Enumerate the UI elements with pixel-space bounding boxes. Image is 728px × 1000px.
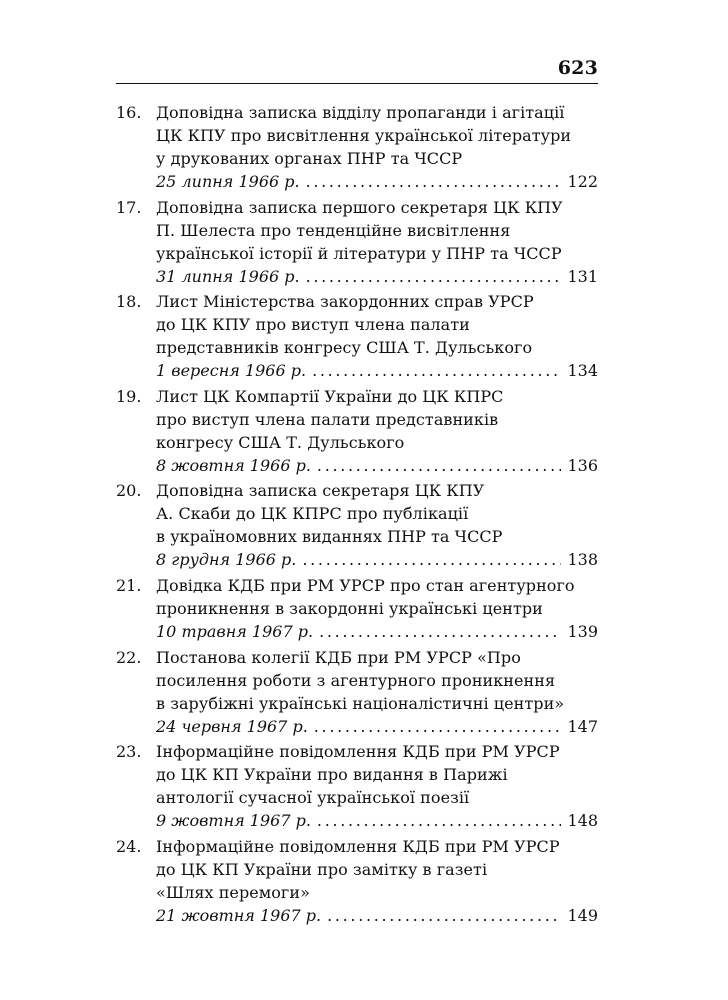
entry-title xyxy=(156,101,598,170)
entry-date-line xyxy=(156,454,598,477)
entry-page-number: 148 xyxy=(567,811,598,831)
toc-entry xyxy=(116,196,598,288)
dot-leader xyxy=(302,548,561,571)
entry-title-line: до ЦК КП України про видання в Парижі xyxy=(156,765,508,785)
entry-title-line: Доповідна записка першого секретаря ЦК КПУ xyxy=(156,197,563,217)
entry-number: 17. xyxy=(116,197,142,217)
entry-page-number: 122 xyxy=(567,172,598,191)
entry-title-line: про виступ члена палати представників xyxy=(156,409,499,429)
entry-number: 23. xyxy=(116,742,142,762)
entry-title-line: Доповідна записка відділу пропаганди і агітації xyxy=(156,103,565,122)
toc-entry xyxy=(116,646,598,738)
entry-number: 18. xyxy=(116,292,142,312)
entry-page-number: 147 xyxy=(567,716,598,736)
entry-date: 21 жовтня 1967 р. xyxy=(156,905,322,925)
entry-date-line xyxy=(156,904,598,927)
dot-leader xyxy=(306,170,562,193)
header-rule xyxy=(116,83,598,84)
entry-date: 1 вересня 1966 р. xyxy=(156,361,307,381)
entry-title-line: проникнення в закордонні українські центри xyxy=(156,598,543,618)
entry-number: 19. xyxy=(116,386,142,406)
entry-title-line: Лист ЦК Компартії України до ЦК КПРС xyxy=(156,386,504,406)
dot-leader xyxy=(306,265,562,288)
entry-title-line: Інформаційне повідомлення КДБ при РМ УРСР xyxy=(156,742,560,762)
entry-title-line: Лист Міністерства закордонних справ УРСР xyxy=(156,292,534,312)
entry-number: 22. xyxy=(116,647,142,667)
dot-leader xyxy=(319,620,561,643)
toc-entry xyxy=(116,574,598,643)
entry-page-number: 131 xyxy=(567,266,598,286)
toc-entry xyxy=(116,479,598,571)
entry-title-line: до ЦК КП України про замітку в газеті xyxy=(156,859,488,879)
entry-date-line xyxy=(156,715,598,738)
entry-title-line: в україномовних виданнях ПНР та ЧССР xyxy=(156,527,503,547)
entry-title xyxy=(156,196,598,265)
entry-date: 8 грудня 1966 р. xyxy=(156,550,297,570)
entry-title-line: П. Шелеста про тенденційне висвітлення xyxy=(156,220,511,240)
entry-date-line xyxy=(156,265,598,288)
page-number: 623 xyxy=(557,57,598,79)
entry-page-number: 139 xyxy=(567,621,598,641)
entry-title-line: Довідка КДБ при РМ УРСР про стан агентурного xyxy=(156,575,575,595)
entry-number: 21. xyxy=(116,575,142,595)
entry-title-line: антології сучасної української поезії xyxy=(156,788,470,808)
entry-title-line: представників конгресу США Т. Дульського xyxy=(156,338,533,358)
dot-leader xyxy=(327,904,561,927)
entry-date: 8 жовтня 1966 р. xyxy=(156,455,311,475)
dot-leader xyxy=(314,715,562,738)
entry-title-line: Доповідна записка секретаря ЦК КПУ xyxy=(156,481,485,501)
entry-title xyxy=(156,574,598,620)
entry-title-line: ЦК КПУ про висвітлення української літератури xyxy=(156,126,572,145)
entry-date-line xyxy=(156,809,598,832)
entry-title-line: Постанова колегії КДБ при РМ УРСР «Про xyxy=(156,647,521,667)
entry-date: 31 липня 1966 р. xyxy=(156,266,300,286)
entry-title-line: української історії й літератури у ПНР та ЧССР xyxy=(156,243,562,263)
entry-number: 24. xyxy=(116,836,142,856)
entry-page-number: 149 xyxy=(567,905,598,925)
toc-entry xyxy=(116,385,598,477)
entry-title xyxy=(156,479,598,548)
entry-title-line: «Шлях перемоги» xyxy=(156,882,310,902)
entry-title xyxy=(156,740,598,809)
entry-page-number: 136 xyxy=(567,455,598,475)
entry-date: 25 липня 1966 р. xyxy=(156,172,300,191)
entry-title xyxy=(156,646,598,715)
entry-title-line: до ЦК КПУ про виступ члена палати xyxy=(156,315,470,335)
entry-page-number: 134 xyxy=(567,361,598,381)
toc-entry xyxy=(116,835,598,927)
entry-date: 9 жовтня 1967 р. xyxy=(156,811,311,831)
entry-number: 20. xyxy=(116,481,142,501)
dot-leader xyxy=(317,454,562,477)
toc-entry xyxy=(116,290,598,382)
entry-date: 10 травня 1967 р. xyxy=(156,621,314,641)
entry-title xyxy=(156,835,598,904)
entry-title-line: Інформаційне повідомлення КДБ при РМ УРСР xyxy=(156,836,560,856)
dot-leader xyxy=(317,809,562,832)
entry-date-line xyxy=(156,548,598,571)
entry-title-line: А. Скаби до ЦК КПРС про публікації xyxy=(156,504,469,524)
dot-leader xyxy=(312,359,561,382)
toc-entry xyxy=(116,740,598,832)
entry-title-line: конгресу США Т. Дульського xyxy=(156,432,405,452)
entry-page-number: 138 xyxy=(567,550,598,570)
entry-date: 24 червня 1967 р. xyxy=(156,716,308,736)
entry-title-line: в зарубіжні українські націоналістичні центри» xyxy=(156,693,565,713)
toc-entry xyxy=(116,101,598,193)
entry-title xyxy=(156,385,598,454)
entry-date-line xyxy=(156,170,598,193)
entry-date-line xyxy=(156,620,598,643)
table-of-contents xyxy=(116,101,598,929)
entry-title xyxy=(156,290,598,359)
entry-number: 16. xyxy=(116,103,142,122)
entry-date-line xyxy=(156,359,598,382)
entry-title-line: посилення роботи з агентурного проникнення xyxy=(156,670,556,690)
entry-title-line: у друкованих органах ПНР та ЧССР xyxy=(156,149,463,168)
